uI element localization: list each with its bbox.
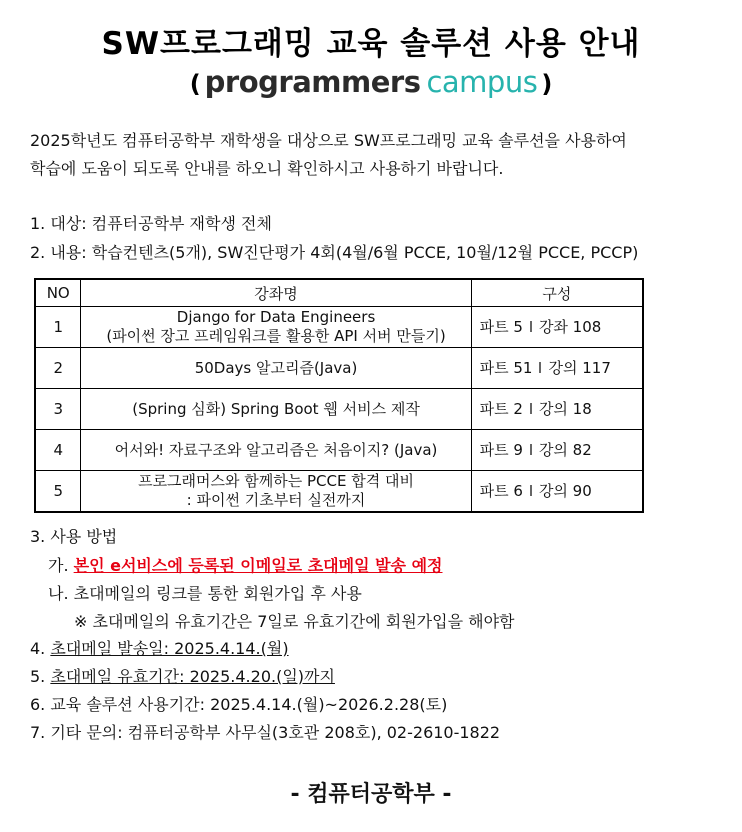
brand-word-programmers: programmers <box>204 65 421 99</box>
document-title: SW프로그래밍 교육 솔루션 사용 안내 <box>101 26 641 62</box>
course-name-line-2: (파이썬 장고 프레임워크를 활용한 API 서버 만들기) <box>106 327 446 345</box>
row-no: 5 <box>35 471 81 513</box>
usage-item-a-prefix: 가. <box>48 556 69 575</box>
table-row <box>35 430 643 471</box>
table-row <box>35 348 643 389</box>
row-no: 4 <box>35 430 81 471</box>
header-no: NO <box>35 279 81 307</box>
separator-bar <box>530 444 532 455</box>
usage-item-b: 나. 초대메일의 링크를 통한 회원가입 후 사용 <box>48 584 362 603</box>
item-content: 2. 내용: 학습컨텐츠(5개), SW진단평가 4회(4월/6월 PCCE, 10월/12월 PCCE, PCCP) <box>30 243 639 262</box>
row-course-name <box>81 307 471 348</box>
footer-department: - 컴퓨터공학부 - <box>290 782 452 807</box>
header-course-name: 강좌명 <box>81 279 471 307</box>
composition-unit: 강좌 108 <box>538 317 602 336</box>
row-course-name <box>81 348 471 389</box>
info-send-date-num: 4. <box>30 639 46 658</box>
info-send-date-text: 초대메일 발송일: 2025.4.14.(월) <box>50 639 289 658</box>
row-no: 3 <box>35 389 81 430</box>
row-composition <box>471 389 643 430</box>
row-no: 1 <box>35 307 81 348</box>
composition-unit: 강의 90 <box>538 481 592 500</box>
usage-heading: 3. 사용 방법 <box>30 527 118 546</box>
table-row <box>35 389 643 430</box>
composition-part: 파트 5 <box>479 317 523 336</box>
composition-part: 파트 2 <box>479 399 523 418</box>
course-name-line-2: : 파이썬 기초부터 실전까지 <box>186 491 366 509</box>
composition-unit: 강의 18 <box>538 399 592 418</box>
header-composition: 구성 <box>471 279 643 307</box>
info-valid-period-text: 초대메일 유효기간: 2025.4.20.(일)까지 <box>50 667 335 686</box>
composition-unit: 강의 117 <box>548 358 611 377</box>
row-composition <box>471 430 643 471</box>
course-name-line-1: 프로그래머스와 함께하는 PCCE 합격 대비 <box>138 472 414 490</box>
usage-item-a-highlight: 본인 e서비스에 등록된 이메일로 초대메일 발송 예정 <box>73 556 443 575</box>
composition-unit: 강의 82 <box>538 440 592 459</box>
usage-item-a <box>48 553 443 579</box>
table-row <box>35 471 643 513</box>
brand-word-campus: campus <box>426 65 538 99</box>
row-course-name <box>81 389 471 430</box>
separator-bar <box>530 485 532 496</box>
separator-bar <box>530 321 532 332</box>
separator-bar <box>539 362 541 373</box>
intro-line-2: 학습에 도움이 되도록 안내를 하오니 확인하시고 사용하기 바랍니다. <box>30 159 504 178</box>
info-send-date <box>30 636 289 662</box>
course-name-line-1: 어서와! 자료구조와 알고리즘은 처음이지? (Java) <box>114 440 438 459</box>
intro-line-1: 2025학년도 컴퓨터공학부 재학생을 대상으로 SW프로그래밍 교육 솔루션을 사용하여 <box>30 131 627 150</box>
brand-logo <box>0 62 742 104</box>
course-name-line-1: 50Days 알고리즘(Java) <box>194 358 358 377</box>
composition-part: 파트 6 <box>479 481 523 500</box>
table-row <box>35 307 643 348</box>
info-valid-period-num: 5. <box>30 667 46 686</box>
brand-close-paren: ) <box>541 70 553 98</box>
row-course-name <box>81 471 471 513</box>
info-usage-period: 6. 교육 솔루션 사용기간: 2025.4.14.(월)~2026.2.28(토) <box>30 695 448 714</box>
row-composition <box>471 307 643 348</box>
brand-open-paren: ( <box>189 70 201 98</box>
course-name-line-1: Django for Data Engineers <box>176 308 376 326</box>
composition-part: 파트 9 <box>479 440 523 459</box>
intro-paragraph <box>30 127 720 183</box>
table-header-row <box>35 279 643 307</box>
course-table <box>34 278 644 513</box>
row-course-name <box>81 430 471 471</box>
info-contact: 7. 기타 문의: 컴퓨터공학부 사무실(3호관 208호), 02-2610-1822 <box>30 723 501 742</box>
info-valid-period <box>30 664 335 690</box>
separator-bar <box>530 403 532 414</box>
composition-part: 파트 51 <box>479 358 533 377</box>
course-name-line-1: (Spring 심화) Spring Boot 웹 서비스 제작 <box>132 399 420 418</box>
row-composition <box>471 471 643 513</box>
item-target: 1. 대상: 컴퓨터공학부 재학생 전체 <box>30 214 272 233</box>
row-composition <box>471 348 643 389</box>
row-no: 2 <box>35 348 81 389</box>
usage-note: ※ 초대메일의 유효기간은 7일로 유효기간에 회원가입을 해야함 <box>74 612 515 631</box>
